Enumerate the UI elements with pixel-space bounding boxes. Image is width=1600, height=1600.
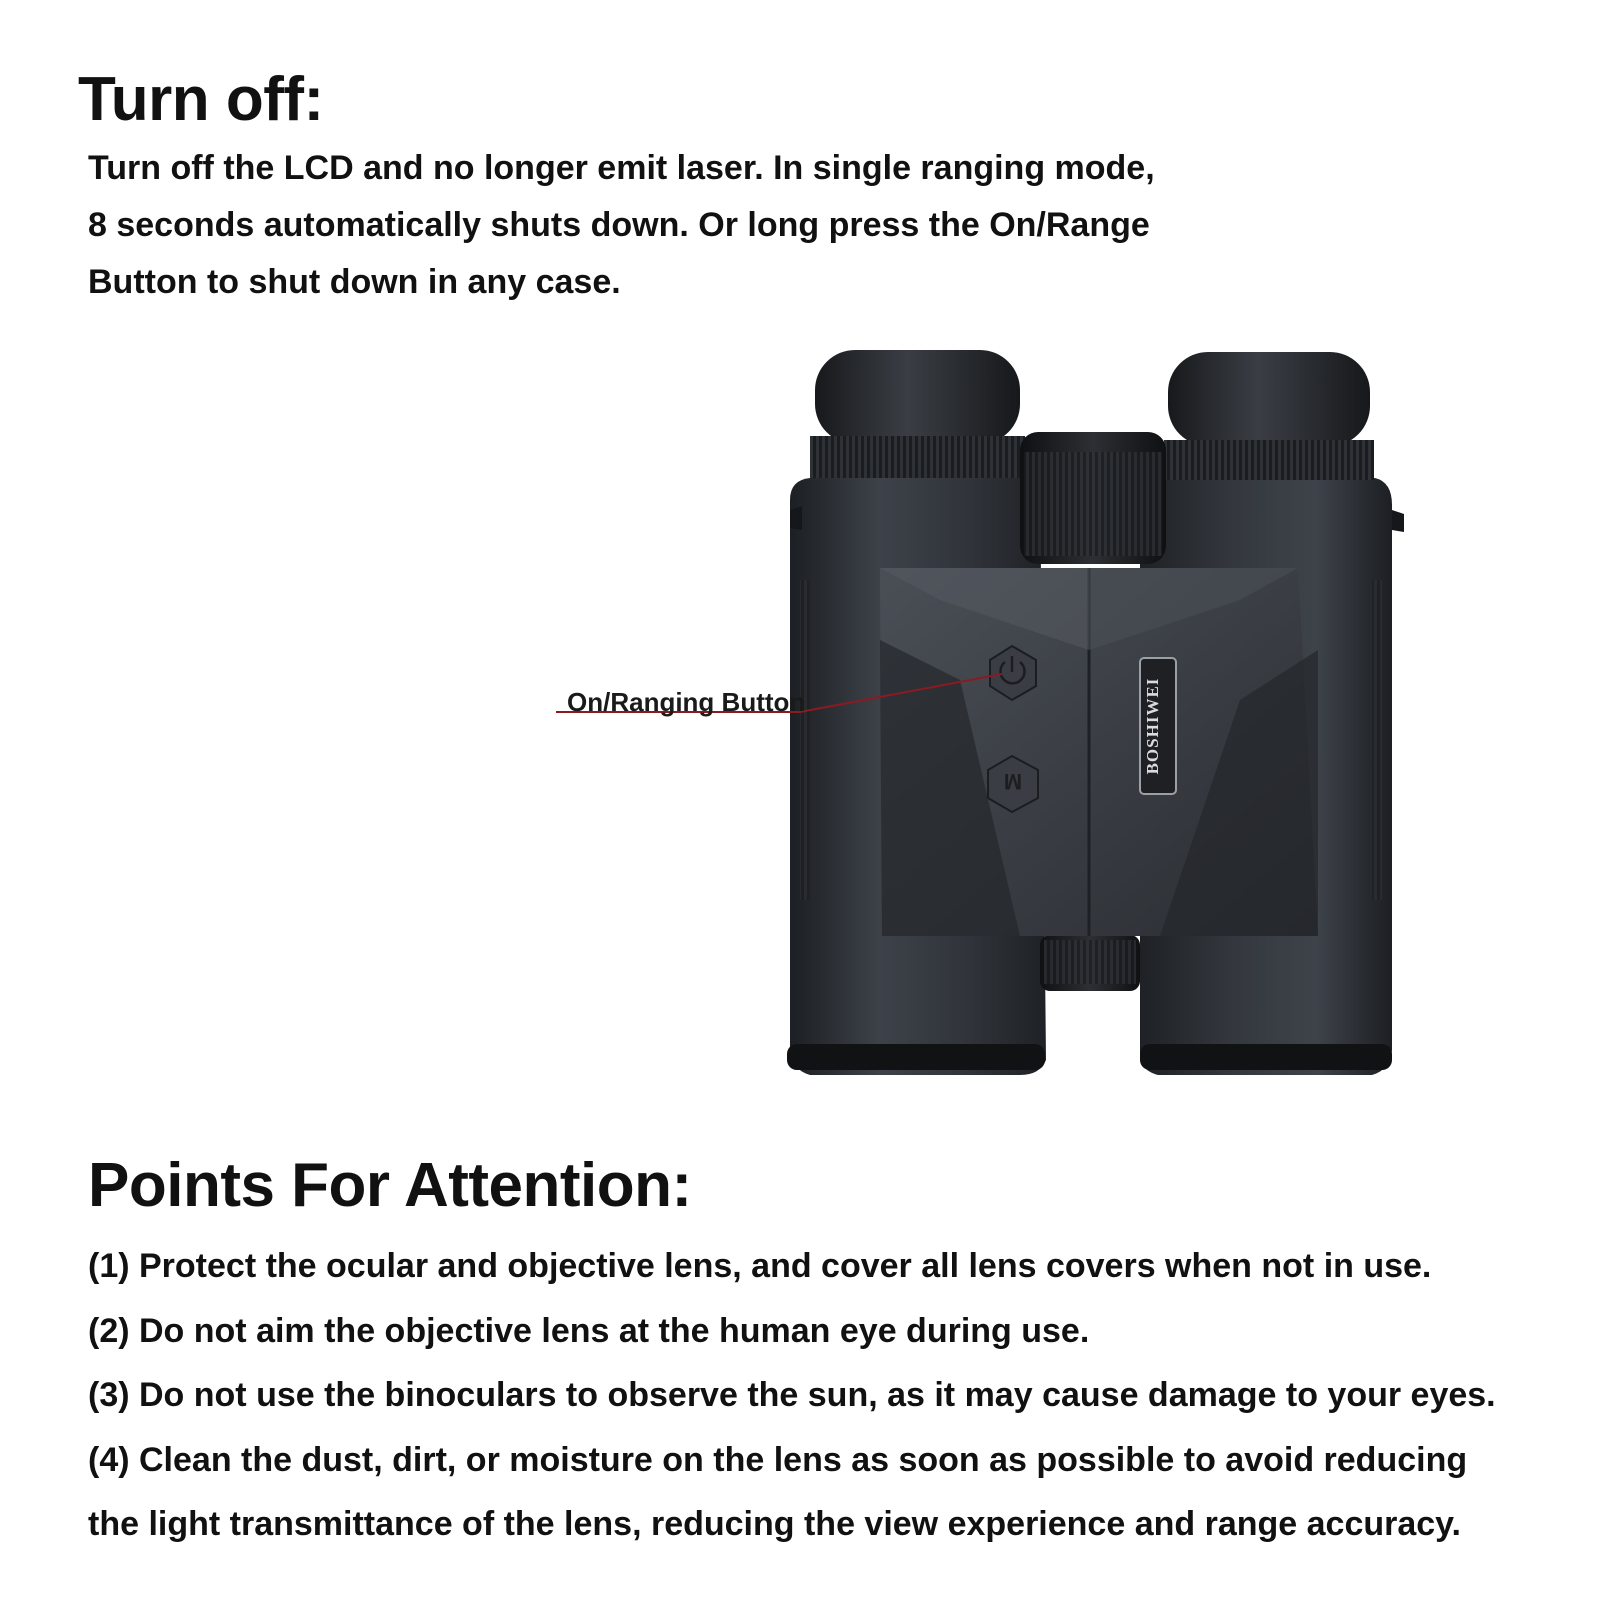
turn-off-description xyxy=(88,140,1388,311)
callout-label: On/Ranging Button xyxy=(567,687,806,717)
attention-item: (3) Do not use the binoculars to observe the sun, as it may cause damage to your eyes. xyxy=(88,1376,1496,1414)
attention-item: (2) Do not aim the objective lens at the human eye during use. xyxy=(88,1311,1090,1350)
attention-heading: Points For Attention: xyxy=(88,1151,692,1220)
attention-item: the light transmittance of the lens, reducing the view experience and range accuracy. xyxy=(88,1505,1461,1543)
brand-badge-text: BOSHIWEI xyxy=(1143,677,1162,775)
mode-button-glyph: M xyxy=(1003,769,1023,794)
turn-off-heading: Turn off: xyxy=(78,65,324,134)
brand-badge xyxy=(1140,658,1176,794)
turn-off-line: Turn off the LCD and no longer emit laser. In single ranging mode, xyxy=(88,149,1155,187)
attention-list xyxy=(88,1234,1496,1557)
attention-item: (1) Protect the ocular and objective lens, and cover all lens covers when not in use. xyxy=(88,1247,1432,1285)
binoculars-photo xyxy=(540,340,1580,1110)
turn-off-line: Button to shut down in any case. xyxy=(88,263,621,301)
turn-off-line: 8 seconds automatically shuts down. Or long press the On/Range xyxy=(88,206,1150,244)
attention-item: (4) Clean the dust, dirt, or moisture on the lens as soon as possible to avoid reducing xyxy=(88,1440,1468,1479)
